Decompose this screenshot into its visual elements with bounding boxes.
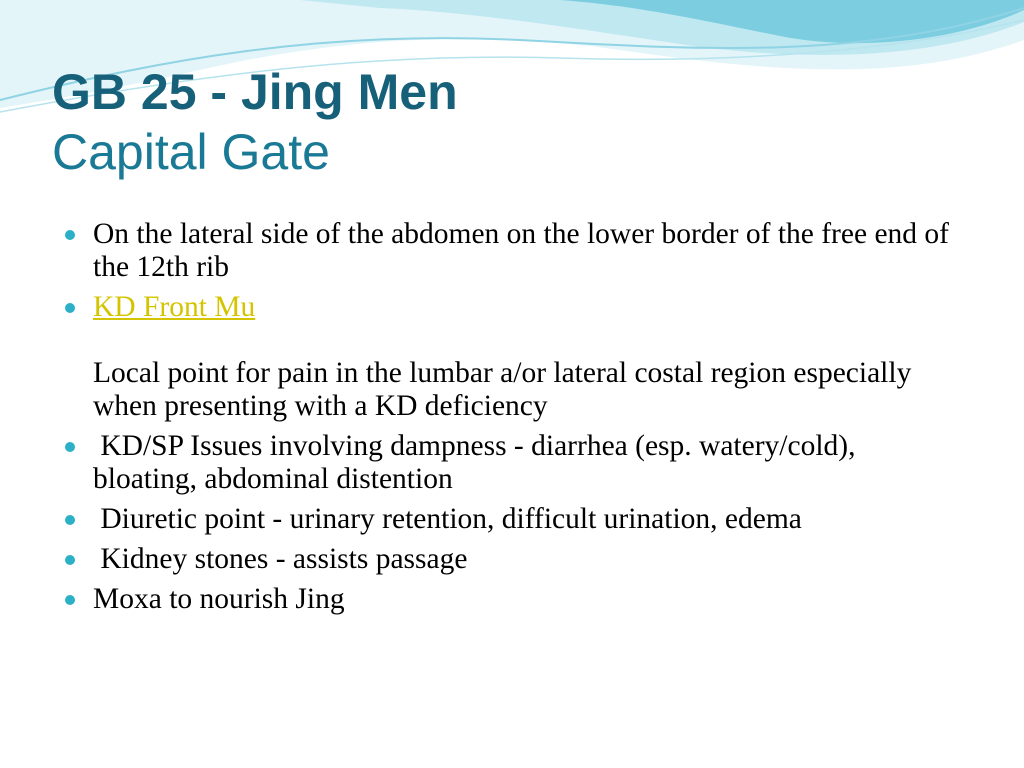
bullet-list: [62, 218, 962, 623]
bullet-text: KD/SP Issues involving dampness - diarrhea (esp. watery/cold), bloating, abdominal distention: [93, 430, 863, 495]
bullet-item-kidney-stones: [62, 543, 962, 576]
bullet-item-location: [62, 218, 962, 284]
bullet-text: On the lateral side of the abdomen on the lower border of the free end of the 12th rib: [93, 218, 949, 283]
kd-front-mu-link[interactable]: KD Front Mu: [93, 291, 256, 323]
bullet-continuation-text: Local point for pain in the lumbar a/or lateral costal region especially when presenting with a KD deficiency: [93, 357, 912, 422]
title-block: [52, 62, 992, 182]
circle-bullet-icon: [65, 303, 75, 313]
bullet-text: Diuretic point - urinary retention, difficult urination, edema: [93, 503, 802, 535]
bullet-text-group: [93, 291, 962, 423]
bullet-item-dampness: [62, 430, 962, 496]
bullet-text: Moxa to nourish Jing: [93, 583, 345, 615]
circle-bullet-icon: [65, 515, 75, 525]
circle-bullet-icon: [65, 442, 75, 452]
bullet-item-kd-front-mu: [62, 291, 962, 423]
bullet-text: Kidney stones - assists passage: [93, 543, 468, 575]
bullet-item-diuretic: [62, 503, 962, 536]
circle-bullet-icon: [65, 230, 75, 240]
slide-title: GB 25 - Jing Men: [52, 64, 458, 120]
circle-bullet-icon: [65, 595, 75, 605]
blank-line: [93, 324, 962, 357]
slide-subtitle: Capital Gate: [52, 124, 330, 180]
circle-bullet-icon: [65, 555, 75, 565]
bullet-item-moxa: [62, 583, 962, 616]
